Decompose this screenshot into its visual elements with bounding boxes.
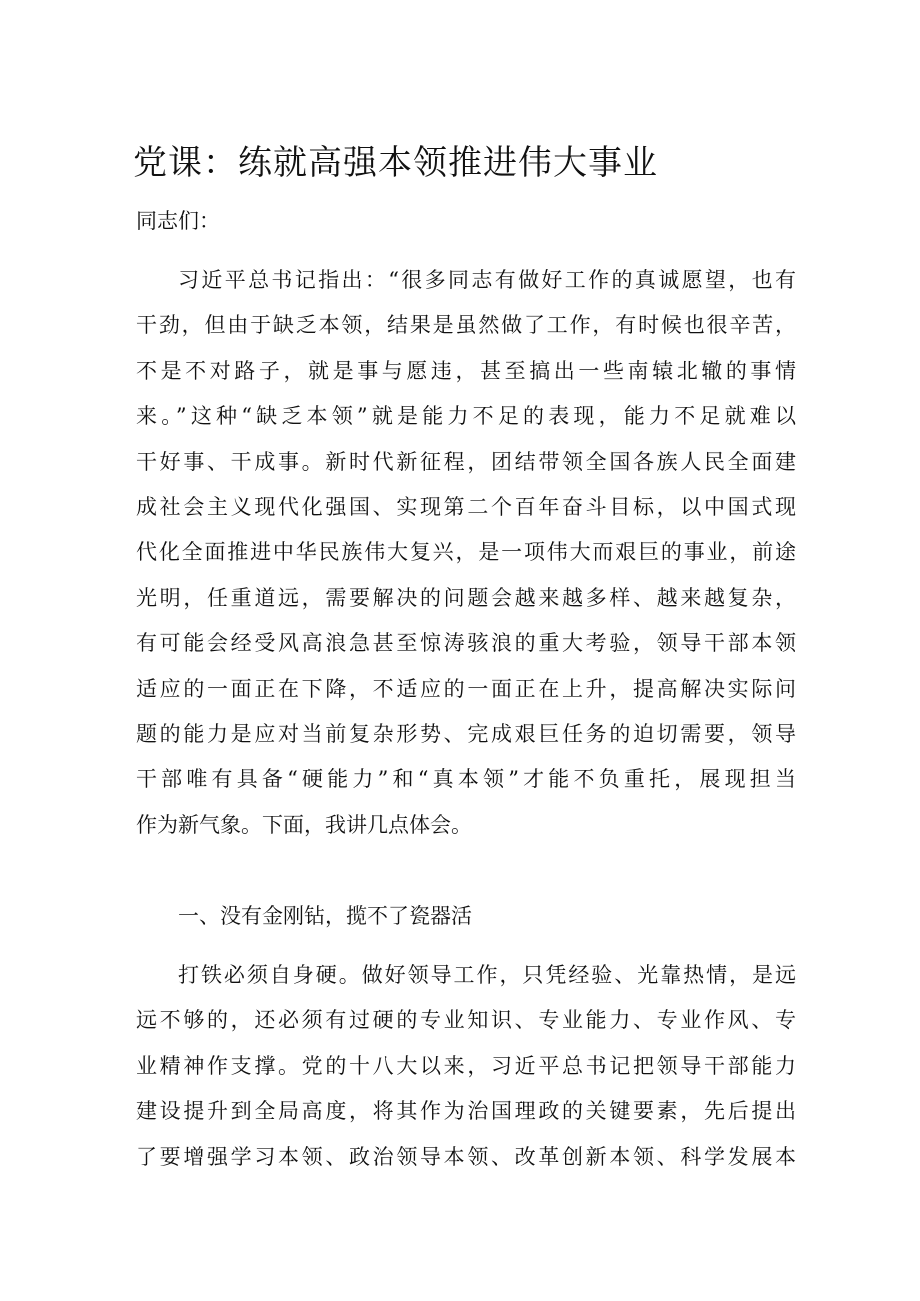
paragraph-line: 干好事、干成事。新时代新征程，团结带领全国各族人民全面建 (136, 449, 796, 474)
paragraph-line: 光明，任重道远，需要解决的问题会越来越多样、越来越复杂， (136, 585, 796, 610)
paragraph-line: 成社会主义现代化强国、实现第二个百年奋斗目标，以中国式现 (136, 494, 796, 519)
salutation: 同志们： (136, 209, 220, 233)
paragraph-line: 业精神作支撑。党的十八大以来，习近平总书记把领导干部能力 (136, 1053, 796, 1078)
section-heading: 一、没有金刚钻，揽不了瓷器活 (178, 904, 472, 928)
paragraph-line: 来。”这种“缺乏本领”就是能力不足的表现，能力不足就难以 (136, 404, 796, 429)
paragraph-line: 干劲，但由于缺乏本领，结果是虽然做了工作，有时候也很辛苦， (136, 313, 796, 338)
paragraph-line: 代化全面推进中华民族伟大复兴，是一项伟大而艰巨的事业，前途 (136, 540, 796, 565)
paragraph-line: 题的能力是应对当前复杂形势、完成艰巨任务的迫切需要，领导 (136, 721, 796, 746)
paragraph-line: 作为新气象。下面，我讲几点体会。 (136, 812, 472, 837)
paragraph-line: 了要增强学习本领、政治领导本领、改革创新本领、科学发展本 (136, 1144, 796, 1169)
paragraph-line: 打铁必须自身硬。做好领导工作，只凭经验、光靠热情，是远 (178, 963, 796, 987)
paragraph-line: 干部唯有具备“硬能力”和“真本领”才能不负重托，展现担当 (136, 767, 796, 792)
paragraph-line: 远不够的，还必须有过硬的专业知识、专业能力、专业作风、专 (136, 1008, 796, 1033)
paragraph-line: 不是不对路子，就是事与愿违，甚至搞出一些南辕北辙的事情 (136, 358, 796, 383)
paragraph-1 (136, 258, 796, 848)
paragraph-line: 习近平总书记指出：“很多同志有做好工作的真诚愿望，也有 (178, 268, 796, 292)
paragraph-line: 建设提升到全局高度，将其作为治国理政的关键要素，先后提出 (136, 1099, 796, 1124)
paragraph-2 (136, 953, 796, 1180)
paragraph-line: 适应的一面正在下降，不适应的一面正在上升，提高解决实际问 (136, 676, 796, 701)
document-title: 党课：练就高强本领推进伟大事业 (133, 143, 658, 183)
paragraph-line: 有可能会经受风高浪急甚至惊涛骇浪的重大考验，领导干部本领 (136, 631, 796, 656)
